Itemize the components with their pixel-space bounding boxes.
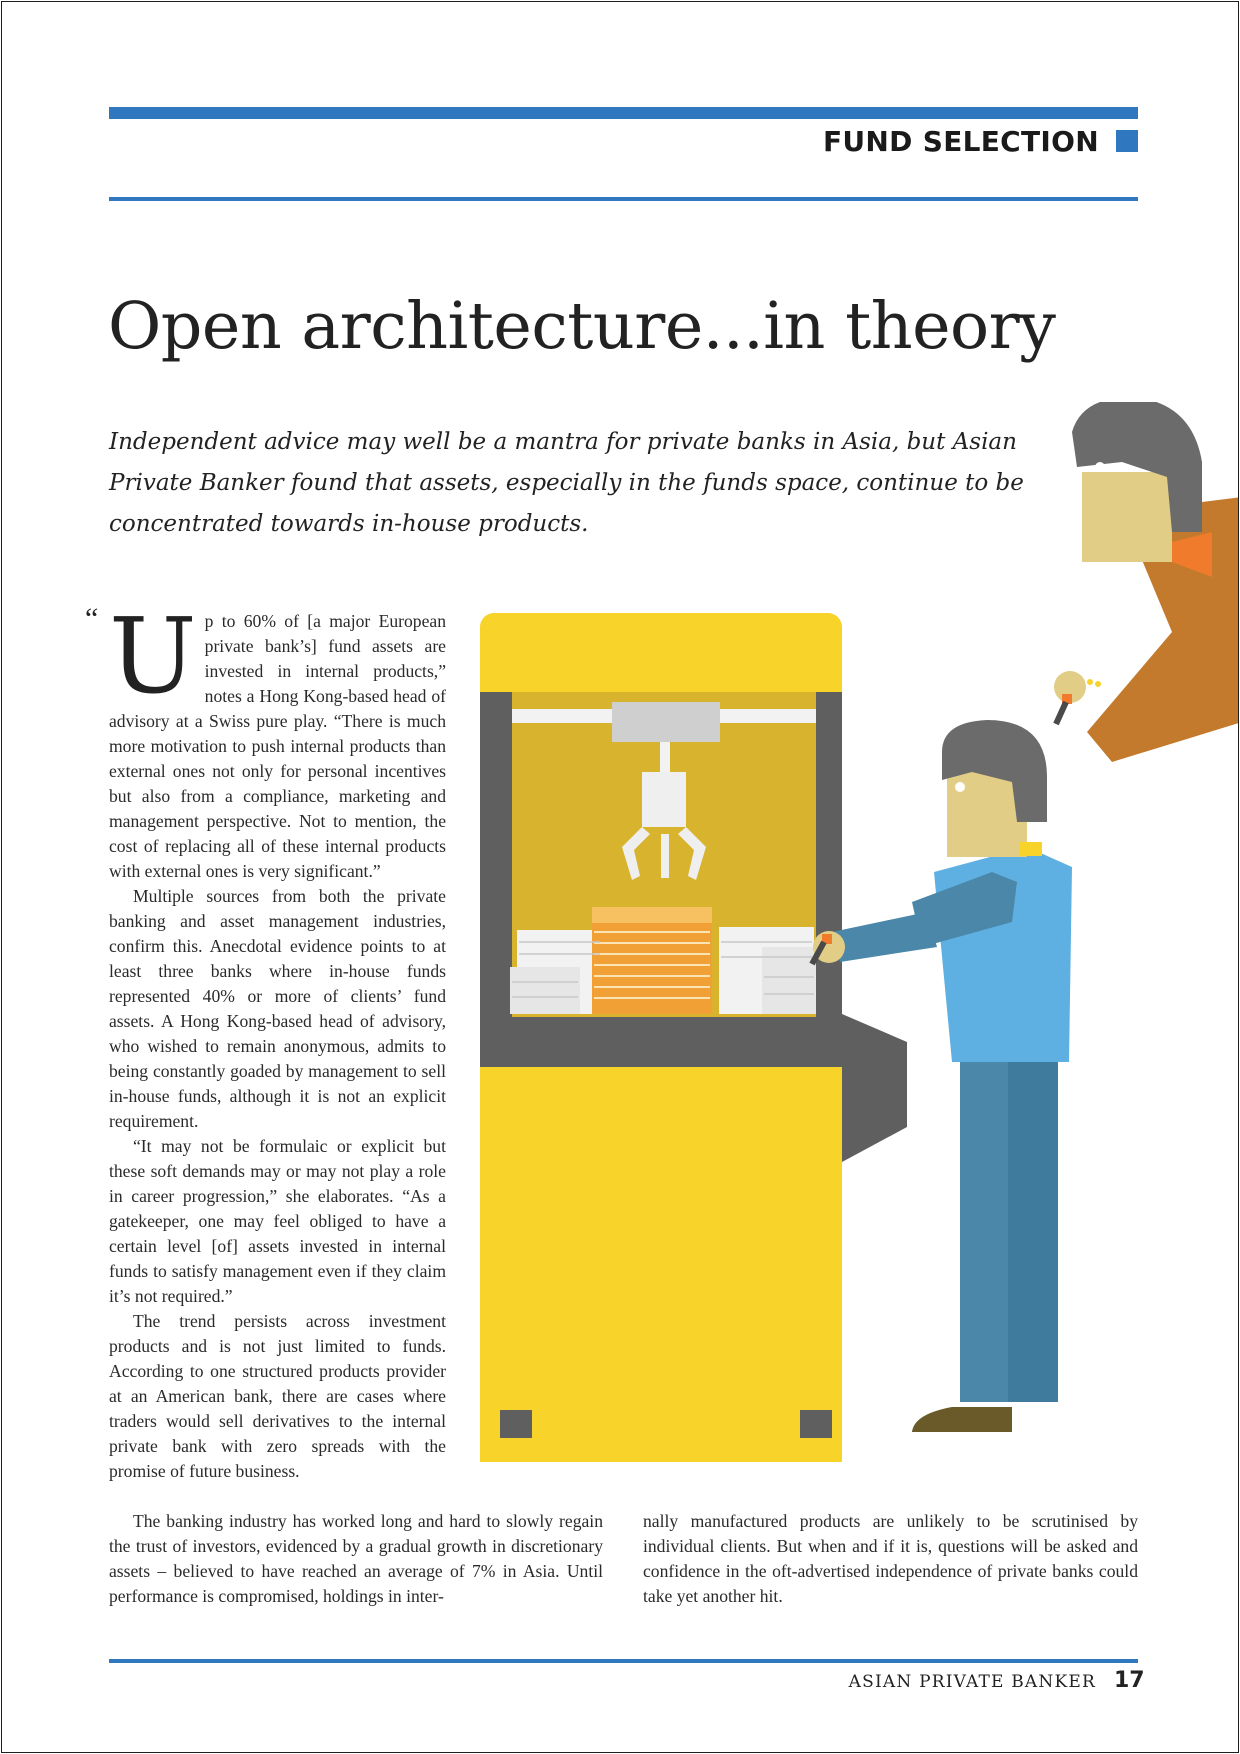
article-headline: Open architecture...in theory bbox=[108, 289, 1056, 364]
header-top-rule bbox=[109, 107, 1138, 119]
claw-machine-illustration bbox=[472, 402, 1239, 1462]
claw-machine bbox=[480, 613, 907, 1462]
opening-quote-mark: “ bbox=[85, 602, 99, 635]
footer-rule bbox=[109, 1659, 1138, 1663]
header-bottom-rule bbox=[109, 197, 1138, 201]
page-number: 17 bbox=[1114, 1668, 1145, 1693]
section-marker-square bbox=[1116, 130, 1138, 152]
gold-stack bbox=[592, 907, 712, 1014]
body-paragraph: Up to 60% of [a major European private bank’s] fund assets are invested in internal products,” notes a Hong Kong-based head of advisory at a Swiss pure play. “There is much more motivation to push internal products than external ones not only for personal incentives but also from a compliance, marketing and management perspective. Not to mention, the cost of replacing all of these internal products with external ones is very significant.” bbox=[109, 595, 446, 881]
article-standfirst: Independent advice may well be a mantra for private banks in Asia, but Asian Private Banker found that assets, especially in the funds space, continue to be concentrated towards in-house products. bbox=[109, 429, 1024, 537]
body-paragraph: Multiple sources from both the private banking and asset management industries, confirm this. Anecdotal evidence points to at least three banks where in-house funds represented 40% or more of clients’ fund assets. A Hong Kong-based head of advisory, who wished to remain anonymous, admits to being constantly goaded by management to sell in-house funds, although it is not an explicit requirement. bbox=[109, 886, 446, 1131]
publication-name: ASIAN PRIVATE BANKER bbox=[848, 1672, 1096, 1692]
body-paragraph: The banking industry has worked long and hard to slowly regain the trust of investors, evidenced by a gradual growth in discretionary assets – believed to have reached an average of 7% in Asia. Until performance is compromised, holdings in inter- bbox=[109, 1511, 603, 1606]
drop-cap: U bbox=[109, 595, 197, 717]
body-column-left bbox=[109, 595, 446, 1509]
body-column-bottom-left bbox=[109, 1509, 603, 1609]
body-paragraph: The trend persists across investment products and is not just limited to funds. According to one structured products provider at an American bank, there are cases where traders would sell derivatives to the internal private bank with zero spreads with the promise of future business. bbox=[109, 1311, 446, 1481]
magazine-page bbox=[1, 1, 1239, 1753]
body-paragraph: “It may not be formulaic or explicit but these soft demands may or may not play a role in career progression,” she elaborates. “As a gatekeeper, one may feel obliged to have a certain level [of] assets invested in internal funds to satisfy management even if they claim it’s not required.” bbox=[109, 1136, 446, 1306]
man-leaning-over bbox=[1054, 402, 1239, 762]
section-label: FUND SELECTION bbox=[822, 125, 1099, 158]
body-paragraph: nally manufactured products are unlikely to be scrutinised by individual clients. But when and if it is, questions will be asked and confidence in the oft-advertised independence of private banks could take yet another hit. bbox=[643, 1511, 1138, 1606]
body-column-bottom-right bbox=[643, 1509, 1138, 1609]
